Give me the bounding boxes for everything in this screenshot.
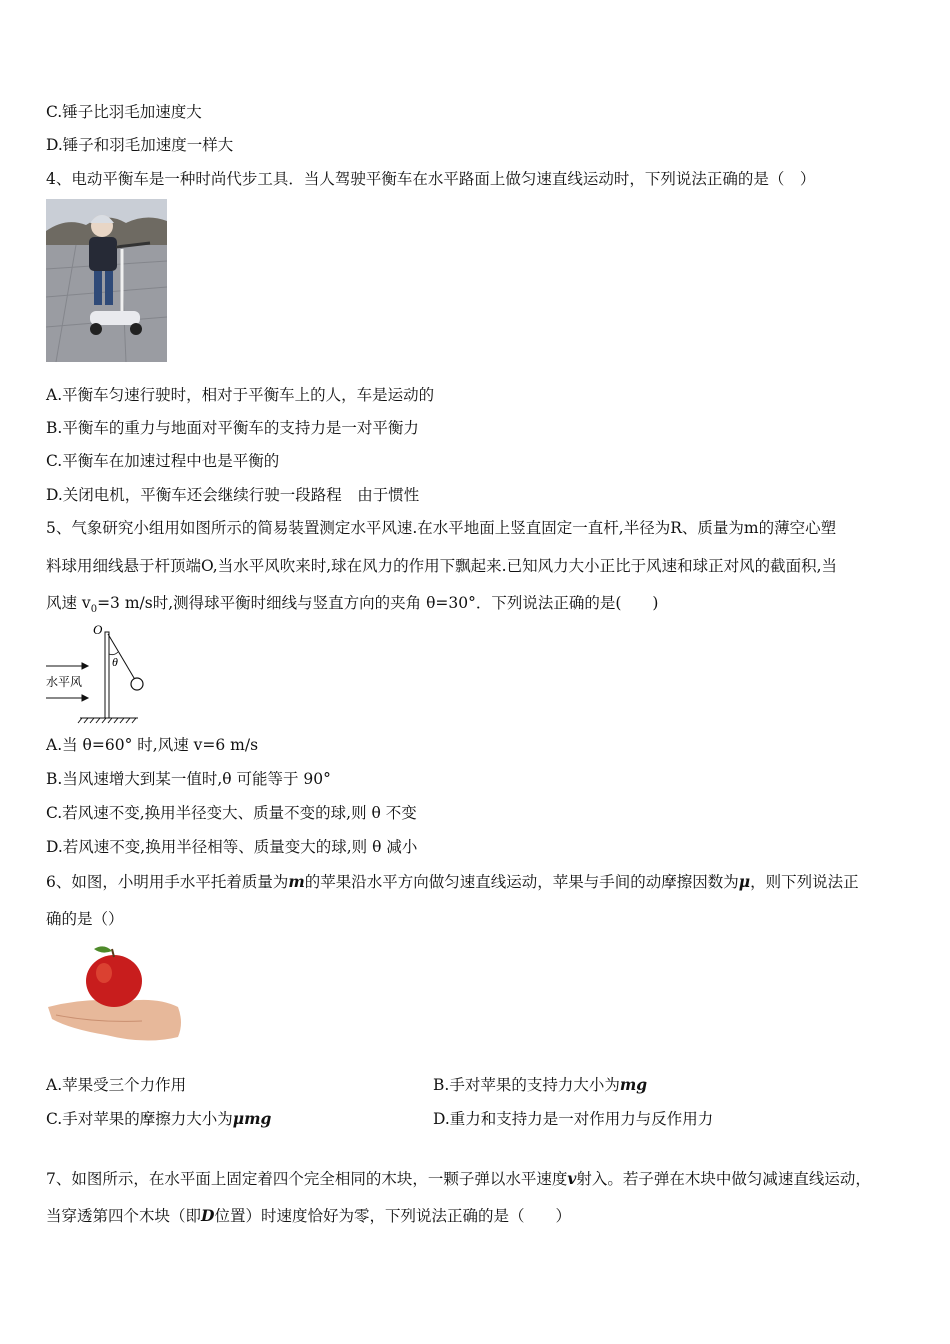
label-o: O <box>93 622 103 637</box>
q5-option-b: B.当风速增大到某一值时,θ 可能等于 90° <box>46 770 331 788</box>
q6-option-c: C.手对苹果的摩擦力大小为μmg <box>46 1109 272 1128</box>
q6-option-d: D.重力和支持力是一对作用力与反作用力 <box>433 1110 714 1128</box>
q5-option-a: A.当 θ=60° 时,风速 v=6 m/s <box>46 736 259 754</box>
q5-option-c: C.若风速不变,换用半径变大、质量不变的球,则 θ 不变 <box>46 804 417 822</box>
balance-car-photo <box>46 199 167 362</box>
q5-stem-line1: 5、气象研究小组用如图所示的简易装置测定水平风速.在水平地面上竖直固定一直杆,半径为R、质量为m的薄空心塑 <box>46 519 837 537</box>
q4-option-b: B.平衡车的重力与地面对平衡车的支持力是一对平衡力 <box>46 419 419 437</box>
q4-option-a: A.平衡车匀速行驶时，相对于平衡车上的人，车是运动的 <box>46 386 435 404</box>
q6-option-a: A.苹果受三个力作用 <box>46 1076 187 1094</box>
q6-stem-line2: 确的是（） <box>46 910 124 928</box>
label-wind: 水平风 <box>46 675 83 689</box>
q7-stem-line1: 7、如图所示，在水平面上固定着四个完全相同的木块，一颗子弹以水平速度v射入。若子弹在木块中做匀减速直线运动， <box>46 1169 871 1188</box>
label-theta: θ <box>112 655 118 669</box>
q6-option-b: B.手对苹果的支持力大小为mg <box>433 1075 648 1094</box>
q4-option-d: D.关闭电机，平衡车还会继续行驶一段路程 由于惯性 <box>46 486 420 504</box>
apple-on-hand-photo <box>46 945 184 1047</box>
q4-stem: 4、电动平衡车是一种时尚代步工具．当人驾驶平衡车在水平路面上做匀速直线运动时，下列说法正确的是（ ） <box>46 170 816 188</box>
q3-option-d: D.锤子和羽毛加速度一样大 <box>46 136 234 154</box>
q6-stem-line1: 6、如图，小明用手水平托着质量为m的苹果沿水平方向做匀速直线运动，苹果与手间的动摩擦因数为μ，则下列说法正 <box>46 872 859 891</box>
q7-stem-line2: 当穿透第四个木块（即D位置）时速度恰好为零，下列说法正确的是（ ） <box>46 1206 571 1225</box>
q4-option-c: C.平衡车在加速过程中也是平衡的 <box>46 452 280 470</box>
q5-stem-line3: 风速 $v_0=3$ m/s时,测得球平衡时细线与竖直方向的夹角 θ=30°．下列说法正确的是( ) <box>46 594 659 616</box>
q5-option-d: D.若风速不变,换用半径相等、质量变大的球,则 θ 减小 <box>46 838 418 856</box>
wind-speed-apparatus-diagram <box>42 620 152 725</box>
q5-stem-line2: 料球用细线悬于杆顶端O,当水平风吹来时,球在风力的作用下飘起来.已知风力大小正比于风速和球正对风的截面积,当 <box>46 557 838 575</box>
q3-option-c: C.锤子比羽毛加速度大 <box>46 103 202 121</box>
